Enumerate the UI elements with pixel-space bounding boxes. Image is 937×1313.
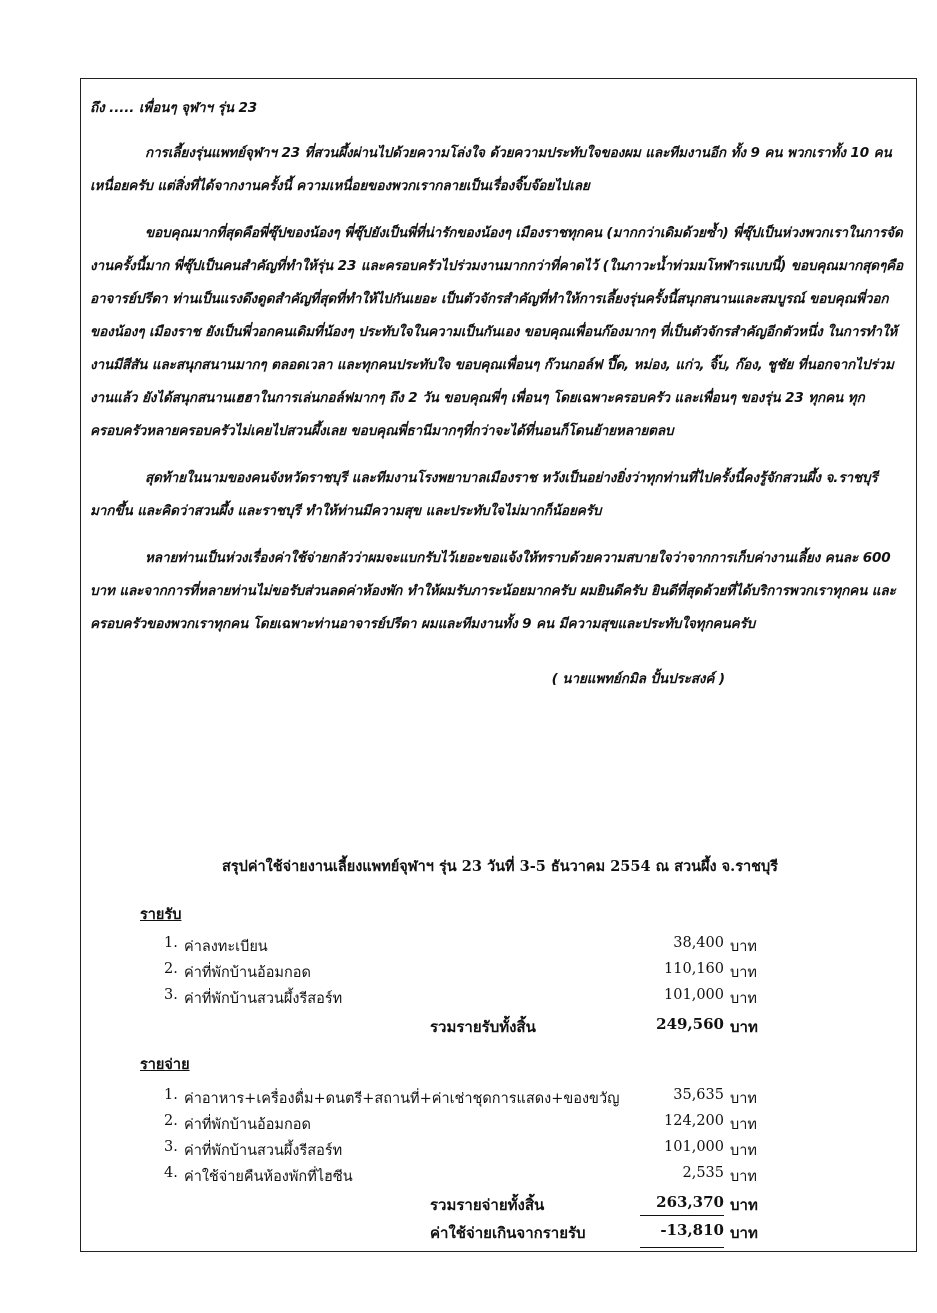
deficit-row	[140, 1221, 760, 1245]
income-total-amount: 249,560	[656, 1015, 724, 1033]
expense-total-row	[140, 1193, 760, 1217]
deficit-amount: -13,810	[660, 1221, 724, 1239]
row-amount: 101,000	[664, 1139, 724, 1155]
row-unit: บาท	[730, 1091, 757, 1107]
row-amount: 35,635	[673, 1087, 724, 1103]
row-number: 2.	[164, 961, 178, 977]
row-label: ค่าที่พักบ้านอ้อมกอด	[184, 1117, 311, 1133]
row-label: ค่าที่พักบ้านสวนผึ้งรีสอร์ท	[184, 1143, 343, 1159]
row-number: 4.	[164, 1165, 178, 1181]
row-unit: บาท	[730, 1169, 757, 1185]
income-row	[140, 935, 760, 959]
row-label: ค่าที่พักบ้านอ้อมกอด	[184, 965, 311, 981]
summary-title: สรุปค่าใช้จ่ายงานเลี้ยงแพทย์จุฬาฯ รุ่น 23 วันที่ 3-5 ธันวาคม 2554 ณ สวนผึ้ง จ.ราชบุรี	[222, 858, 778, 875]
income-row	[140, 961, 760, 985]
expense-total-label: รวมรายจ่ายทั้งสิ้น	[430, 1196, 545, 1214]
letter-body	[90, 92, 905, 696]
row-unit: บาท	[730, 1143, 757, 1159]
expense-row	[140, 1139, 760, 1163]
expense-heading: รายจ่าย	[140, 1056, 190, 1073]
row-label: ค่าใช้จ่ายคืนห้องพักที่ไฮซีน	[184, 1169, 353, 1185]
income-heading: รายรับ	[140, 906, 182, 923]
expense-row	[140, 1165, 760, 1189]
row-number: 3.	[164, 987, 178, 1003]
row-unit: บาท	[730, 991, 757, 1007]
row-unit: บาท	[730, 965, 757, 981]
row-amount: 124,200	[664, 1113, 724, 1129]
income-row	[140, 987, 760, 1011]
row-number: 2.	[164, 1113, 178, 1129]
row-amount: 101,000	[664, 987, 724, 1003]
deficit-label: ค่าใช้จ่ายเกินจากรายรับ	[430, 1224, 586, 1242]
row-number: 1.	[164, 1087, 178, 1103]
deficit-unit: บาท	[730, 1224, 758, 1242]
row-label: ค่าอาหาร+เครื่องดื่ม+ดนตรี+สถานที่+ค่าเช่าชุดการแสดง+ของขวัญ	[184, 1091, 620, 1107]
row-amount: 38,400	[673, 935, 724, 951]
row-amount: 2,535	[682, 1165, 724, 1181]
expense-row	[140, 1113, 760, 1137]
deficit-underline	[640, 1247, 724, 1248]
income-total-row	[140, 1015, 760, 1039]
expense-total-unit: บาท	[730, 1196, 758, 1214]
row-label: ค่าลงทะเบียน	[184, 939, 268, 955]
paragraph-4: หลายท่านเป็นห่วงเรื่องค่าใช้จ่ายกลัวว่าผมจะแบกรับไว้เยอะขอแจ้งให้ทราบด้วยความสบายใจว่าจากการเก็บค่างานเลี้ยง คนละ 600 บาท และจากการที่หลายท่านไม่ขอรับส่วนลดค่าห้องพัก ทำให้ผมรับภาระน้อยมากครับ ผมยินดีครับ ยินดีที่สุดด้วยที่ได้บริการพวกเราทุกคน และครอบครัวของพวกเราทุกคน โดยเฉพาะท่านอาจารย์ปรีดา ผมและทีมงานทั้ง 9 คน มีความสุขและประทับใจทุกคนครับ	[90, 550, 896, 632]
row-amount: 110,160	[664, 961, 724, 977]
expense-row	[140, 1087, 760, 1111]
expense-total-amount: 263,370	[656, 1193, 724, 1211]
letter-recipient: ถึง ..... เพื่อนๆ จุฬาฯ รุ่น 23	[90, 100, 258, 116]
row-number: 3.	[164, 1139, 178, 1155]
income-total-label: รวมรายรับทั้งสิ้น	[430, 1018, 536, 1036]
row-unit: บาท	[730, 1117, 757, 1133]
row-number: 1.	[164, 935, 178, 951]
income-total-unit: บาท	[730, 1018, 758, 1036]
paragraph-1: การเลี้ยงรุ่นแพทย์จุฬาฯ 23 ที่สวนผึ้งผ่านไปด้วยความโล่งใจ ด้วยความประทับใจของผม และทีมงานอีก ทั้ง 9 คน พวกเราทั้ง 10 คน เหนื่อยครับ แต่สิ่งที่ได้จากงานครั้งนี้ ความเหนื่อยของพวกเรากลายเป็นเรื่องจิ๊บจ๊อยไปเลย	[90, 145, 892, 194]
signature: ( นายแพทย์กมิล ปั้นประสงค์ )	[551, 671, 725, 687]
paragraph-2: ขอบคุณมากที่สุดคือพี่ซุ๊ปของน้องๆ พี่ซุ๊ปยังเป็นพี่ที่น่ารักของน้องๆ เมืองราชทุกคน (มากกว่าเดิมด้วยซ้ำ) พี่ซุ๊ปเป็นห่วงพวกเราในการจัดงานครั้งนี้มาก พี่ซุ๊ปเป็นคนสำคัญที่ทำให้รุ่น 23 และครอบครัวไปร่วมงานมากกว่าที่คาดไว้ (ในภาวะน้ำท่วมมโหฬารแบบนี้) ขอบคุณมากสุดๆคือ อาจารย์ปรีดา ท่านเป็นแรงดึงดูดสำคัญที่สุดที่ทำให้ไปกันเยอะ เป็นตัวจักรสำคัญที่ทำให้การเลี้ยงรุ่นครั้งนี้สนุกสนานและสมบูรณ์ ขอบคุณพี่วอกของน้องๆ เมืองราช ยังเป็นพี่วอกคนเดิมที่น้องๆ ประทับใจในความเป็นกันเอง ขอบคุณเพื่อนก๊องมากๆ ที่เป็นตัวจักรสำคัญอีกตัวหนึ่ง ในการทำให้งานมีสีสัน และสนุกสนานมากๆ ตลอดเวลา และทุกคนประทับใจ ขอบคุณเพื่อนๆ ก๊วนกอล์ฟ ปึ๊ด, หม่อง, แก่ว, จิ๊บ, ก๊อง, ชูชัย ที่นอกจากไปร่วมงานแล้ว ยังได้สนุกสนานเฮฮาในการเล่นกอล์ฟมากๆ ถึง 2 วัน ขอบคุณพี่ๆ เพื่อนๆ โดยเฉพาะครอบครัว และเพื่อนๆ ของรุ่น 23 ทุกคน ทุกครอบครัวหลายครอบครัวไม่เคยไปสวนผึ้งเลย ขอบคุณพี่ธานีมากๆที่กว่าจะได้ที่นอนก็โดนย้ายหลายตลบ	[90, 225, 904, 439]
sum-divider	[640, 1215, 724, 1216]
paragraph-3: สุดท้ายในนามของคนจังหวัดราชบุรี และทีมงานโรงพยาบาลเมืองราช หวังเป็นอย่างยิ่งว่าทุกท่านที่ไปครั้งนี้คงรู้จักสวนผึ้ง จ.ราชบุรี มากขึ้น และคิดว่าสวนผึ้ง และราชบุรี ทำให้ท่านมีความสุข และประทับใจไม่มากก็น้อยครับ	[90, 470, 878, 519]
row-label: ค่าที่พักบ้านสวนผึ้งรีสอร์ท	[184, 991, 343, 1007]
row-unit: บาท	[730, 939, 757, 955]
